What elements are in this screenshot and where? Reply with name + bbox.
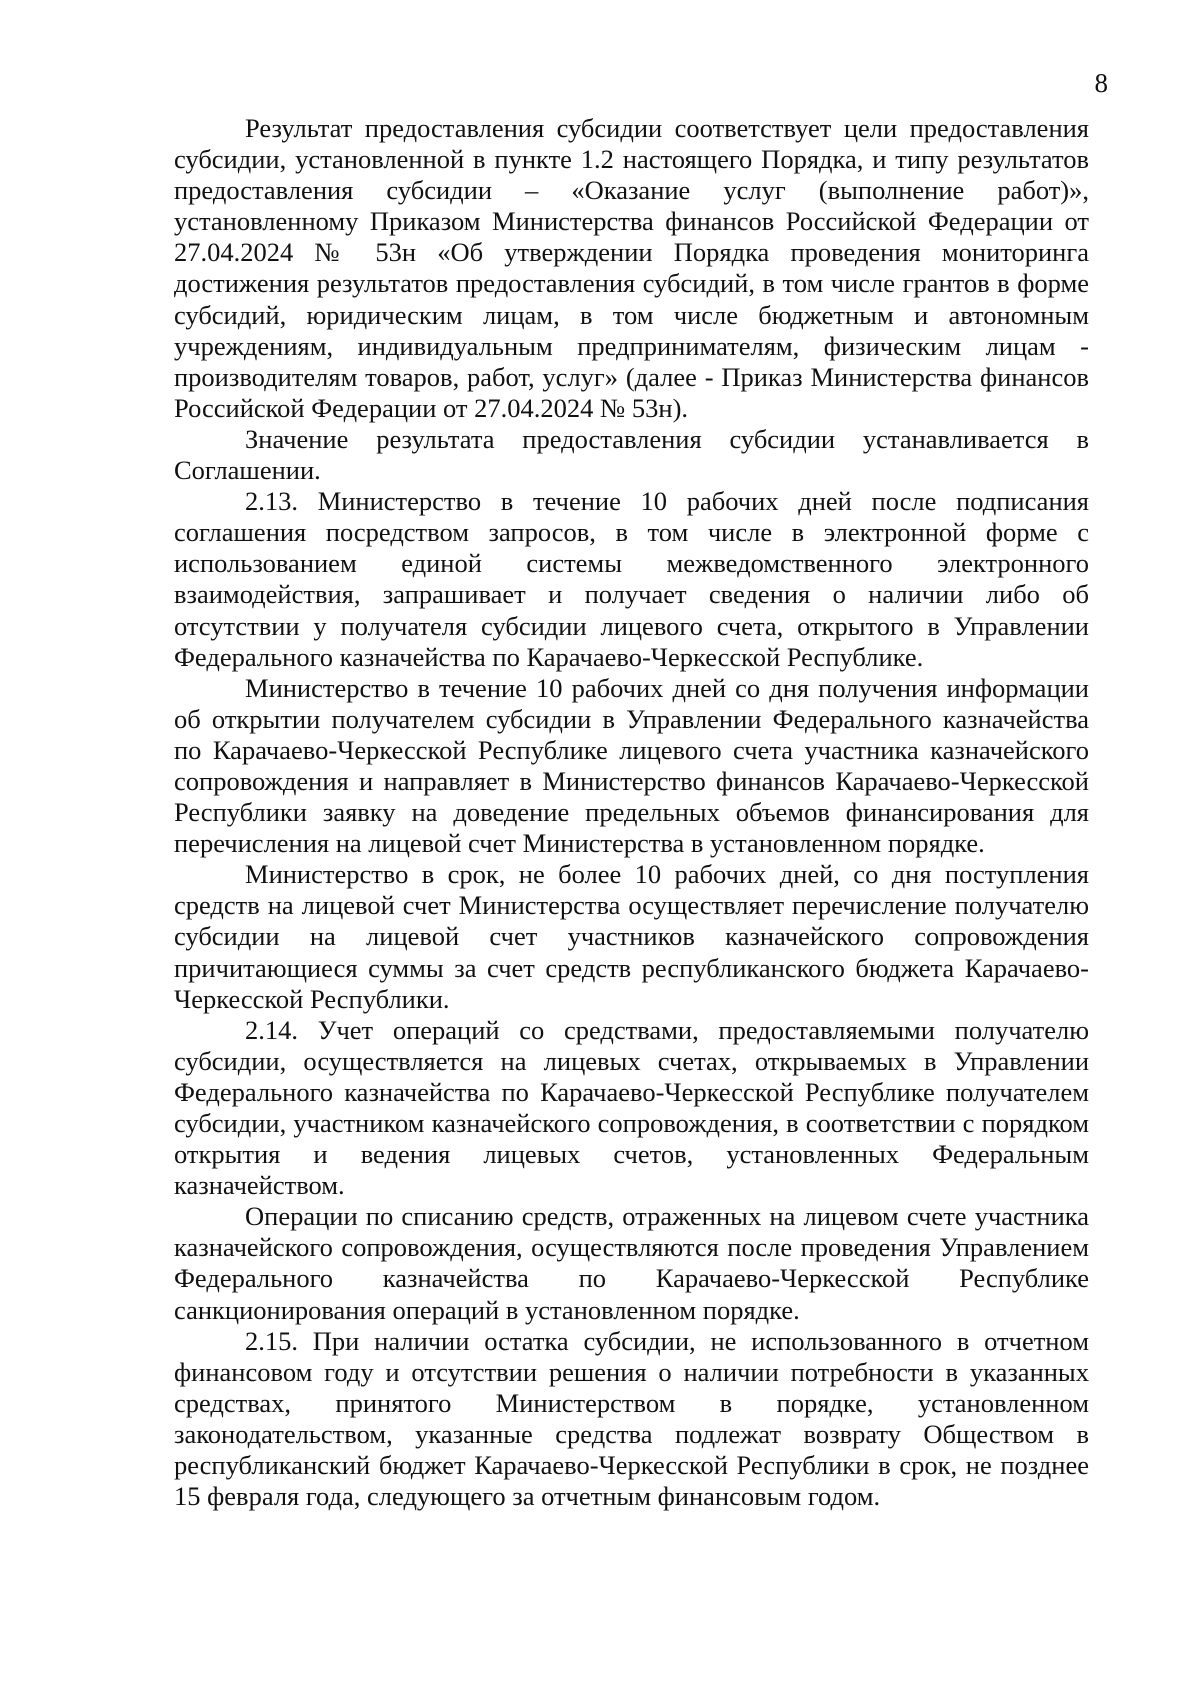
paragraph-2-14: 2.14. Учет операций со средствами, предоставляемыми получателю субсидии, осуществляется на лицевых счетах, открываемых в Управлении Федерального казначейства по Карачаево-Черкесской Республике получателем субсидии, участником казначейского сопровождения, в соответствии с порядком открытия и ведения лицевых счетов, установленных Федеральным казначейством. — [174, 1014, 1089, 1201]
paragraph-ministry-request: Министерство в течение 10 рабочих дней со дня получения информации об открытии получателем субсидии в Управлении Федерального казначейства по Карачаево-Черкесской Республике лицевого счета участника казначейского сопровождения и направляет в Министерство финансов Карачаево-Черкесской Республики заявку на доведение предельных объемов финансирования для перечисления на лицевой счет Министерства в установленном порядке. — [174, 672, 1089, 859]
paragraph-result-value: Значение результата предоставления субсидии устанавливается в Соглашении. — [174, 423, 1089, 486]
paragraph-2-13: 2.13. Министерство в течение 10 рабочих дней после подписания соглашения посредством запросов, в том числе в электронной форме с использованием единой системы межведомственного электронного взаимодействия, запрашивает и получает сведения о наличии либо об отсутствии у получателя субсидии лицевого счета, открытого в Управлении Федерального казначейства по Карачаево-Черкесской Республике. — [174, 486, 1089, 672]
paragraph-2-15: 2.15. При наличии остатка субсидии, не использованного в отчетном финансовом году и отсутствии решения о наличии потребности в указанных средствах, принятого Министерством в порядке, установленном законодательством, указанные средства подлежат возврату Обществом в республиканский бюджет Карачаево-Черкесской Республики в срок, не позднее 15 февраля года, следующего за отчетным финансовым годом. — [174, 1325, 1089, 1512]
document-body — [174, 113, 1089, 1512]
page-number: 8 — [1094, 68, 1108, 98]
paragraph-result-description: Результат предоставления субсидии соответствует цели предоставления субсидии, установленной в пункте 1.2 настоящего Порядка, и типу результатов предоставления субсидии – «Оказание услуг (выполнение работ)», установленному Приказом Министерства финансов Российской Федерации от 27.04.2024 № 53н «Об утверждении Порядка проведения мониторинга достижения результатов предоставления субсидий, в том числе грантов в форме субсидий, юридическим лицам, в том числе бюджетным и автономным учреждениям, индивидуальным предпринимателям, физическим лицам - производителям товаров, работ, услуг» (далее - Приказ Министерства финансов Российской Федерации от 27.04.2024 № 53н). — [174, 113, 1089, 423]
paragraph-write-off-operations: Операции по списанию средств, отраженных на лицевом счете участника казначейского сопровождения, осуществляются после проведения Управлением Федерального казначейства по Карачаево-Черкесской Республике санкционирования операций в установленном порядке. — [174, 1201, 1089, 1325]
paragraph-ministry-transfer: Министерство в срок, не более 10 рабочих дней, со дня поступления средств на лицевой счет Министерства осуществляет перечисление получателю субсидии на лицевой счет участников казначейского сопровождения причитающиеся суммы за счет средств республиканского бюджета Карачаево-Черкесской Республики. — [174, 859, 1089, 1014]
